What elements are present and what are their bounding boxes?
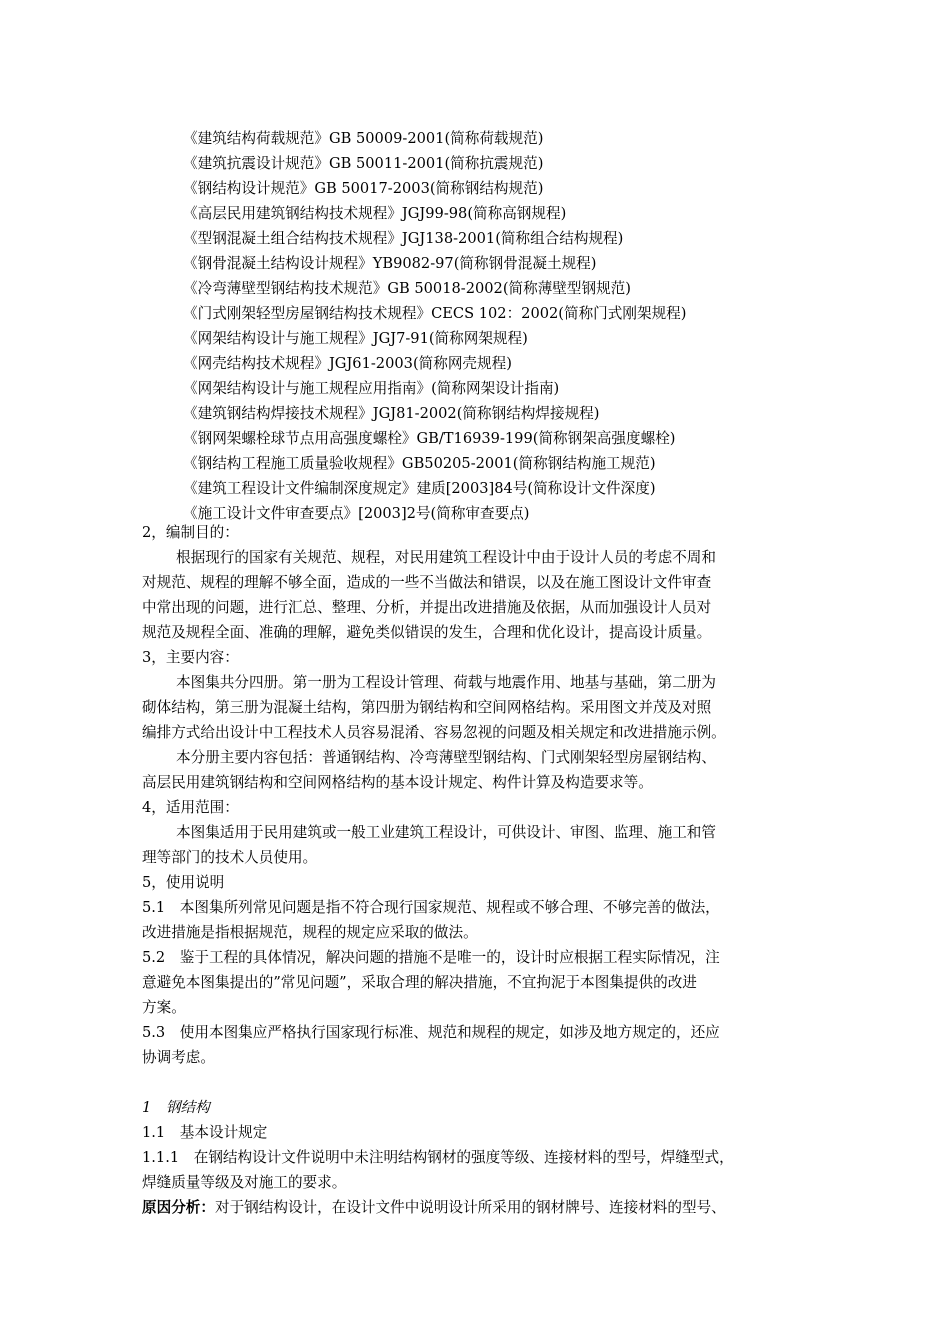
purpose-heading: 2，编制目的： bbox=[142, 524, 239, 541]
purpose-line: 中常出现的问题，进行汇总、整理、分析，并提出改进措施及依据，从而加强设计人员对 bbox=[142, 599, 712, 616]
reference-item: 《钢网架螺栓球节点用高强度螺栓》GB/T16939-199(简称钢架高强度螺栓) bbox=[183, 430, 676, 447]
reference-item: 《钢骨混凝土结构设计规程》YB9082-97(简称钢骨混凝土规程) bbox=[183, 255, 597, 272]
usage-line: 5.3 使用本图集应严格执行国家现行标准、规范和规程的规定，如涉及地方规定的，还应 bbox=[142, 1024, 720, 1041]
purpose-line: 规范及规程全面、准确的理解，避免类似错误的发生，合理和优化设计，提高设计质量。 bbox=[142, 624, 712, 641]
content-line: 砌体结构，第三册为混凝土结构，第四册为钢结构和空间网格结构。采用图文并茂及对照 bbox=[142, 699, 712, 716]
analysis-label: 原因分析： bbox=[142, 1199, 215, 1216]
usage-line: 协调考虑。 bbox=[142, 1049, 215, 1066]
analysis-text: 对于钢结构设计，在设计文件中说明设计所采用的钢材牌号、连接材料的型号、 bbox=[214, 1199, 726, 1216]
analysis-paragraph bbox=[142, 1197, 726, 1219]
usage-line: 意避免本图集提出的”常见问题”，采取合理的解决措施，不宜拘泥于本图集提供的改进 bbox=[142, 974, 697, 991]
content-line: 本图集共分四册。第一册为工程设计管理、荷载与地震作用、地基与基础，第二册为 bbox=[176, 674, 716, 691]
reference-item: 《钢结构工程施工质量验收规程》GB50205-2001(简称钢结构施工规范) bbox=[183, 455, 656, 472]
item-line: 焊缝质量等级及对施工的要求。 bbox=[142, 1174, 347, 1191]
usage-line: 5.2 鉴于工程的具体情况，解决问题的措施不是唯一的，设计时应根据工程实际情况，注 bbox=[142, 949, 720, 966]
subsection-title: 1.1 基本设计规定 bbox=[142, 1124, 268, 1141]
reference-item: 《冷弯薄壁型钢结构技术规范》GB 50018-2002(简称薄壁型钢规范) bbox=[183, 280, 631, 297]
usage-heading: 5，使用说明 bbox=[142, 874, 225, 891]
content-line: 高层民用建筑钢结构和空间网格结构的基本设计规定、构件计算及构造要求等。 bbox=[142, 774, 653, 791]
reference-item: 《建筑抗震设计规范》GB 50011-2001(简称抗震规范) bbox=[183, 155, 544, 172]
usage-line: 方案。 bbox=[142, 999, 186, 1016]
content-line: 本分册主要内容包括：普通钢结构、冷弯薄壁型钢结构、门式刚架轻型房屋钢结构、 bbox=[176, 749, 716, 766]
usage-line: 5.1 本图集所列常见问题是指不符合现行国家规范、规程或不够合理、不够完善的做法， bbox=[142, 899, 720, 916]
scope-heading: 4，适用范围： bbox=[142, 799, 239, 816]
reference-item: 《建筑工程设计文件编制深度规定》建质[2003]84号(简称设计文件深度) bbox=[183, 480, 656, 497]
reference-item: 《建筑结构荷载规范》GB 50009-2001(简称荷载规范) bbox=[183, 130, 544, 147]
reference-item: 《门式刚架轻型房屋钢结构技术规程》CECS 102：2002(简称门式刚架规程) bbox=[183, 305, 687, 322]
scope-line: 本图集适用于民用建筑或一般工业建筑工程设计，可供设计、审图、监理、施工和管 bbox=[176, 824, 716, 841]
reference-item: 《网架结构设计与施工规程应用指南》(简称网架设计指南) bbox=[183, 380, 560, 397]
chapter-title: 1 钢结构 bbox=[142, 1099, 210, 1116]
content-heading: 3，主要内容： bbox=[142, 649, 239, 666]
usage-line: 改进措施是指根据规范，规程的规定应采取的做法。 bbox=[142, 924, 478, 941]
scope-line: 理等部门的技术人员使用。 bbox=[142, 849, 318, 866]
reference-item: 《钢结构设计规范》GB 50017-2003(简称钢结构规范) bbox=[183, 180, 544, 197]
item-line: 1.1.1 在钢结构设计文件说明中未注明结构钢材的强度等级、连接材料的型号，焊缝型式， bbox=[142, 1149, 734, 1166]
purpose-line: 根据现行的国家有关规范、规程，对民用建筑工程设计中由于设计人员的考虑不周和 bbox=[176, 549, 716, 566]
reference-item: 《建筑钢结构焊接技术规程》JGJ81-2002(简称钢结构焊接规程) bbox=[183, 405, 600, 422]
reference-item: 《型钢混凝土组合结构技术规程》JGJ138-2001(简称组合结构规程) bbox=[183, 230, 624, 247]
content-line: 编排方式给出设计中工程技术人员容易混淆、容易忽视的问题及相关规定和改进措施示例。 bbox=[142, 724, 726, 741]
reference-item: 《施工设计文件审查要点》[2003]2号(简称审查要点) bbox=[183, 505, 530, 522]
purpose-line: 对规范、规程的理解不够全面，造成的一些不当做法和错误，以及在施工图设计文件审查 bbox=[142, 574, 712, 591]
reference-item: 《网架结构设计与施工规程》JGJ7-91(简称网架规程) bbox=[183, 330, 528, 347]
reference-item: 《网壳结构技术规程》JGJ61-2003(简称网壳规程) bbox=[183, 355, 512, 372]
reference-item: 《高层民用建筑钢结构技术规程》JGJ99-98(简称高钢规程) bbox=[183, 205, 567, 222]
